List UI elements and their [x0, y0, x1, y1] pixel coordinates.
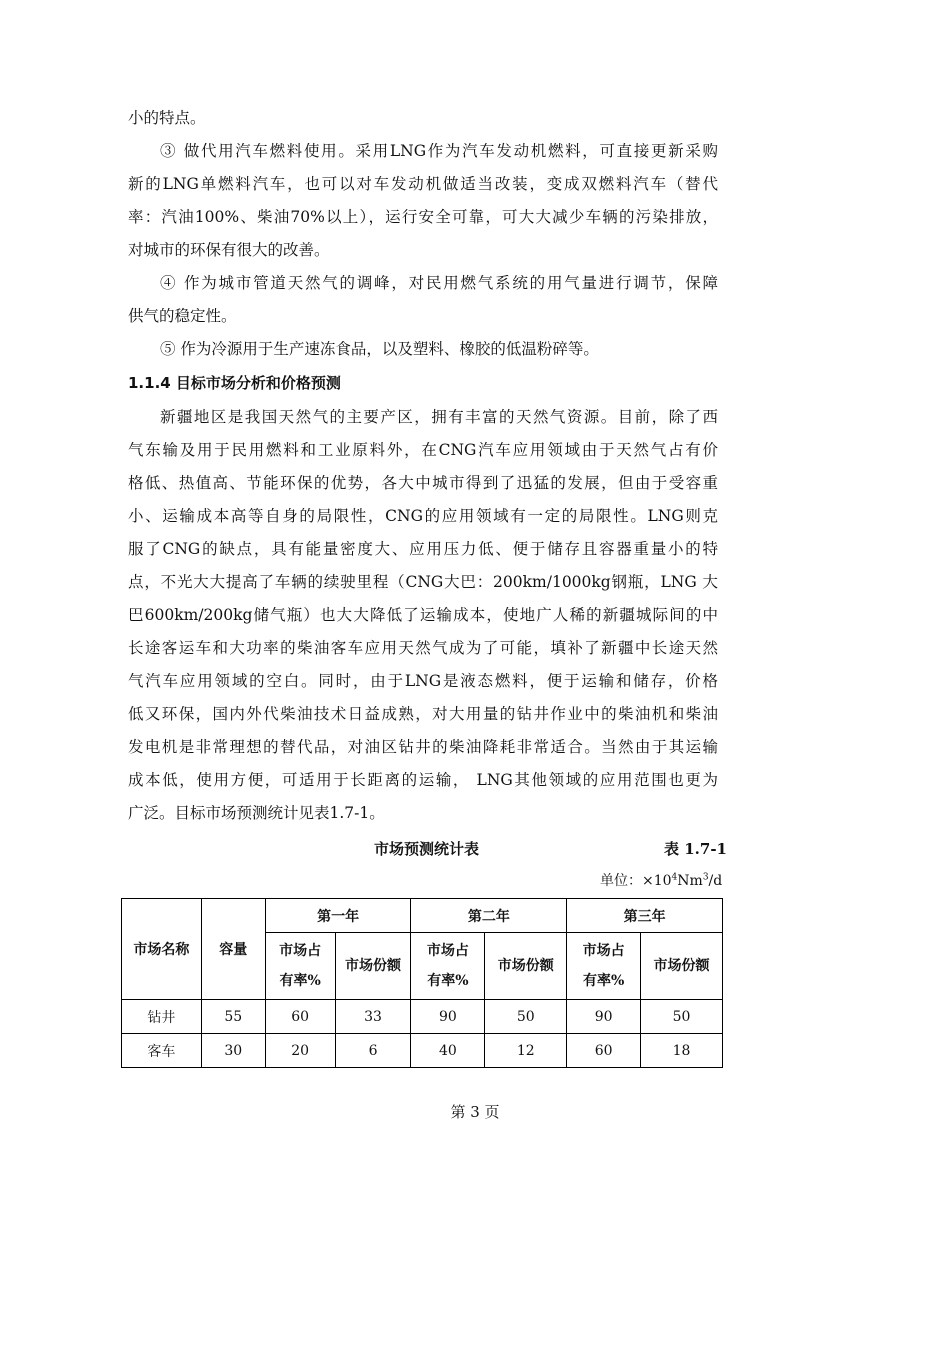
cell-y3-rate: 90 [567, 1000, 641, 1034]
text-line: 供气的稳定性。 [128, 307, 237, 325]
text-line: ③ 做代用汽车燃料使用。采用LNG作为汽车发动机燃料，可直接更新采购 [160, 142, 718, 160]
header-share-amount: 市场份额 [335, 933, 411, 1000]
table-row [122, 1034, 723, 1068]
cell-capacity: 30 [201, 1034, 265, 1068]
header-text: 有率% [427, 973, 469, 989]
header-year3: 第三年 [567, 899, 723, 933]
header-share-rate [265, 933, 335, 1000]
header-share-rate [411, 933, 485, 1000]
unit-exponent: 3 [702, 872, 709, 883]
text-line: 低又环保，国内外代柴油技术日益成熟，对大用量的钻井作业中的柴油机和柴油 [128, 705, 718, 723]
unit-exponent: 4 [671, 872, 678, 883]
header-text: 市场占 [582, 943, 625, 959]
header-share-amount: 市场份额 [641, 933, 723, 1000]
section-heading: 1.1.4 目标市场分析和价格预测 [128, 374, 341, 392]
cell-y1-rate: 60 [265, 1000, 335, 1034]
text-line: 气汽车应用领域的空白。同时，由于LNG是液态燃料，便于运输和储存，价格 [128, 672, 718, 690]
text-line: 新疆地区是我国天然气的主要产区，拥有丰富的天然气资源。目前，除了西 [160, 408, 718, 426]
text-line: 气东输及用于民用燃料和工业原料外，在CNG汽车应用领域由于天然气占有价 [128, 441, 718, 459]
table-number: 表 1.7-1 [664, 840, 727, 858]
cell-y2-rate: 90 [411, 1000, 485, 1034]
text-line: 新的LNG单燃料汽车，也可以对车发动机做适当改装，变成双燃料汽车（替代 [128, 175, 718, 193]
cell-y2-rate: 40 [411, 1034, 485, 1068]
cell-y2-share: 50 [485, 1000, 567, 1034]
cell-y1-share: 6 [335, 1034, 411, 1068]
header-text: 有率% [583, 973, 625, 989]
cell-capacity: 55 [201, 1000, 265, 1034]
text-line: 率：汽油100%、柴油70%以上），运行安全可靠，可大大减少车辆的污染排放， [128, 208, 718, 226]
text-line: 服了CNG的缺点，具有能量密度大、应用压力低、便于储存且容器重量小的特 [128, 540, 718, 558]
header-capacity: 容量 [201, 899, 265, 1000]
cell-y3-rate: 60 [567, 1034, 641, 1068]
header-share-rate [567, 933, 641, 1000]
text-line: 成本低，使用方便，可适用于长距离的运输， LNG其他领域的应用范围也更为 [128, 771, 718, 789]
cell-y1-share: 33 [335, 1000, 411, 1034]
unit-suffix: /d [708, 873, 723, 889]
header-market-name: 市场名称 [122, 899, 202, 1000]
cell-y2-share: 12 [485, 1034, 567, 1068]
header-text: 市场占 [279, 943, 322, 959]
table-unit [600, 870, 722, 890]
market-forecast-table [121, 898, 723, 1068]
cell-y1-rate: 20 [265, 1034, 335, 1068]
cell-market-name: 钻井 [122, 1000, 202, 1034]
table-row [122, 1000, 723, 1034]
text-line: ④ 作为城市管道天然气的调峰，对民用燃气系统的用气量进行调节，保障 [160, 274, 718, 292]
cell-y3-share: 18 [641, 1034, 723, 1068]
header-text: 有率% [279, 973, 321, 989]
text-line: ⑤ 作为冷源用于生产速冻食品，以及塑料、橡胶的低温粉碎等。 [160, 340, 599, 358]
text-line: 长途客运车和大功率的柴油客车应用天然气成为了可能，填补了新疆中长途天然 [128, 639, 718, 657]
header-text: 市场占 [426, 943, 469, 959]
cell-y3-share: 50 [641, 1000, 723, 1034]
text-line: 点，不光大大提高了车辆的续驶里程（CNG大巴：200km/1000kg钢瓶，LNG 大 [128, 573, 718, 591]
table-title: 市场预测统计表 [374, 840, 480, 858]
page-number: 第 3 页 [450, 1103, 500, 1121]
cell-market-name: 客车 [122, 1034, 202, 1068]
text-line: 小的特点。 [128, 109, 206, 127]
header-share-amount: 市场份额 [485, 933, 567, 1000]
text-line: 对城市的环保有很大的改善。 [128, 241, 330, 259]
text-line: 巴600km/200kg储气瓶）也大大降低了运输成本，使地广人稀的新疆城际间的中 [128, 606, 718, 624]
text-line: 发电机是非常理想的替代品，对油区钻井的柴油降耗非常适合。当然由于其运输 [128, 738, 718, 756]
header-year1: 第一年 [265, 899, 411, 933]
header-year2: 第二年 [411, 899, 567, 933]
unit-mid: Nm [677, 873, 703, 889]
text-line: 广泛。目标市场预测统计见表1.7-1。 [128, 804, 385, 822]
text-line: 格低、热值高、节能环保的优势，各大中城市得到了迅猛的发展，但由于受容重 [128, 474, 718, 492]
unit-prefix: 单位：×10 [600, 873, 672, 889]
table-header-row [122, 899, 723, 933]
text-line: 小、运输成本高等自身的局限性，CNG的应用领域有一定的局限性。LNG则克 [128, 507, 718, 525]
